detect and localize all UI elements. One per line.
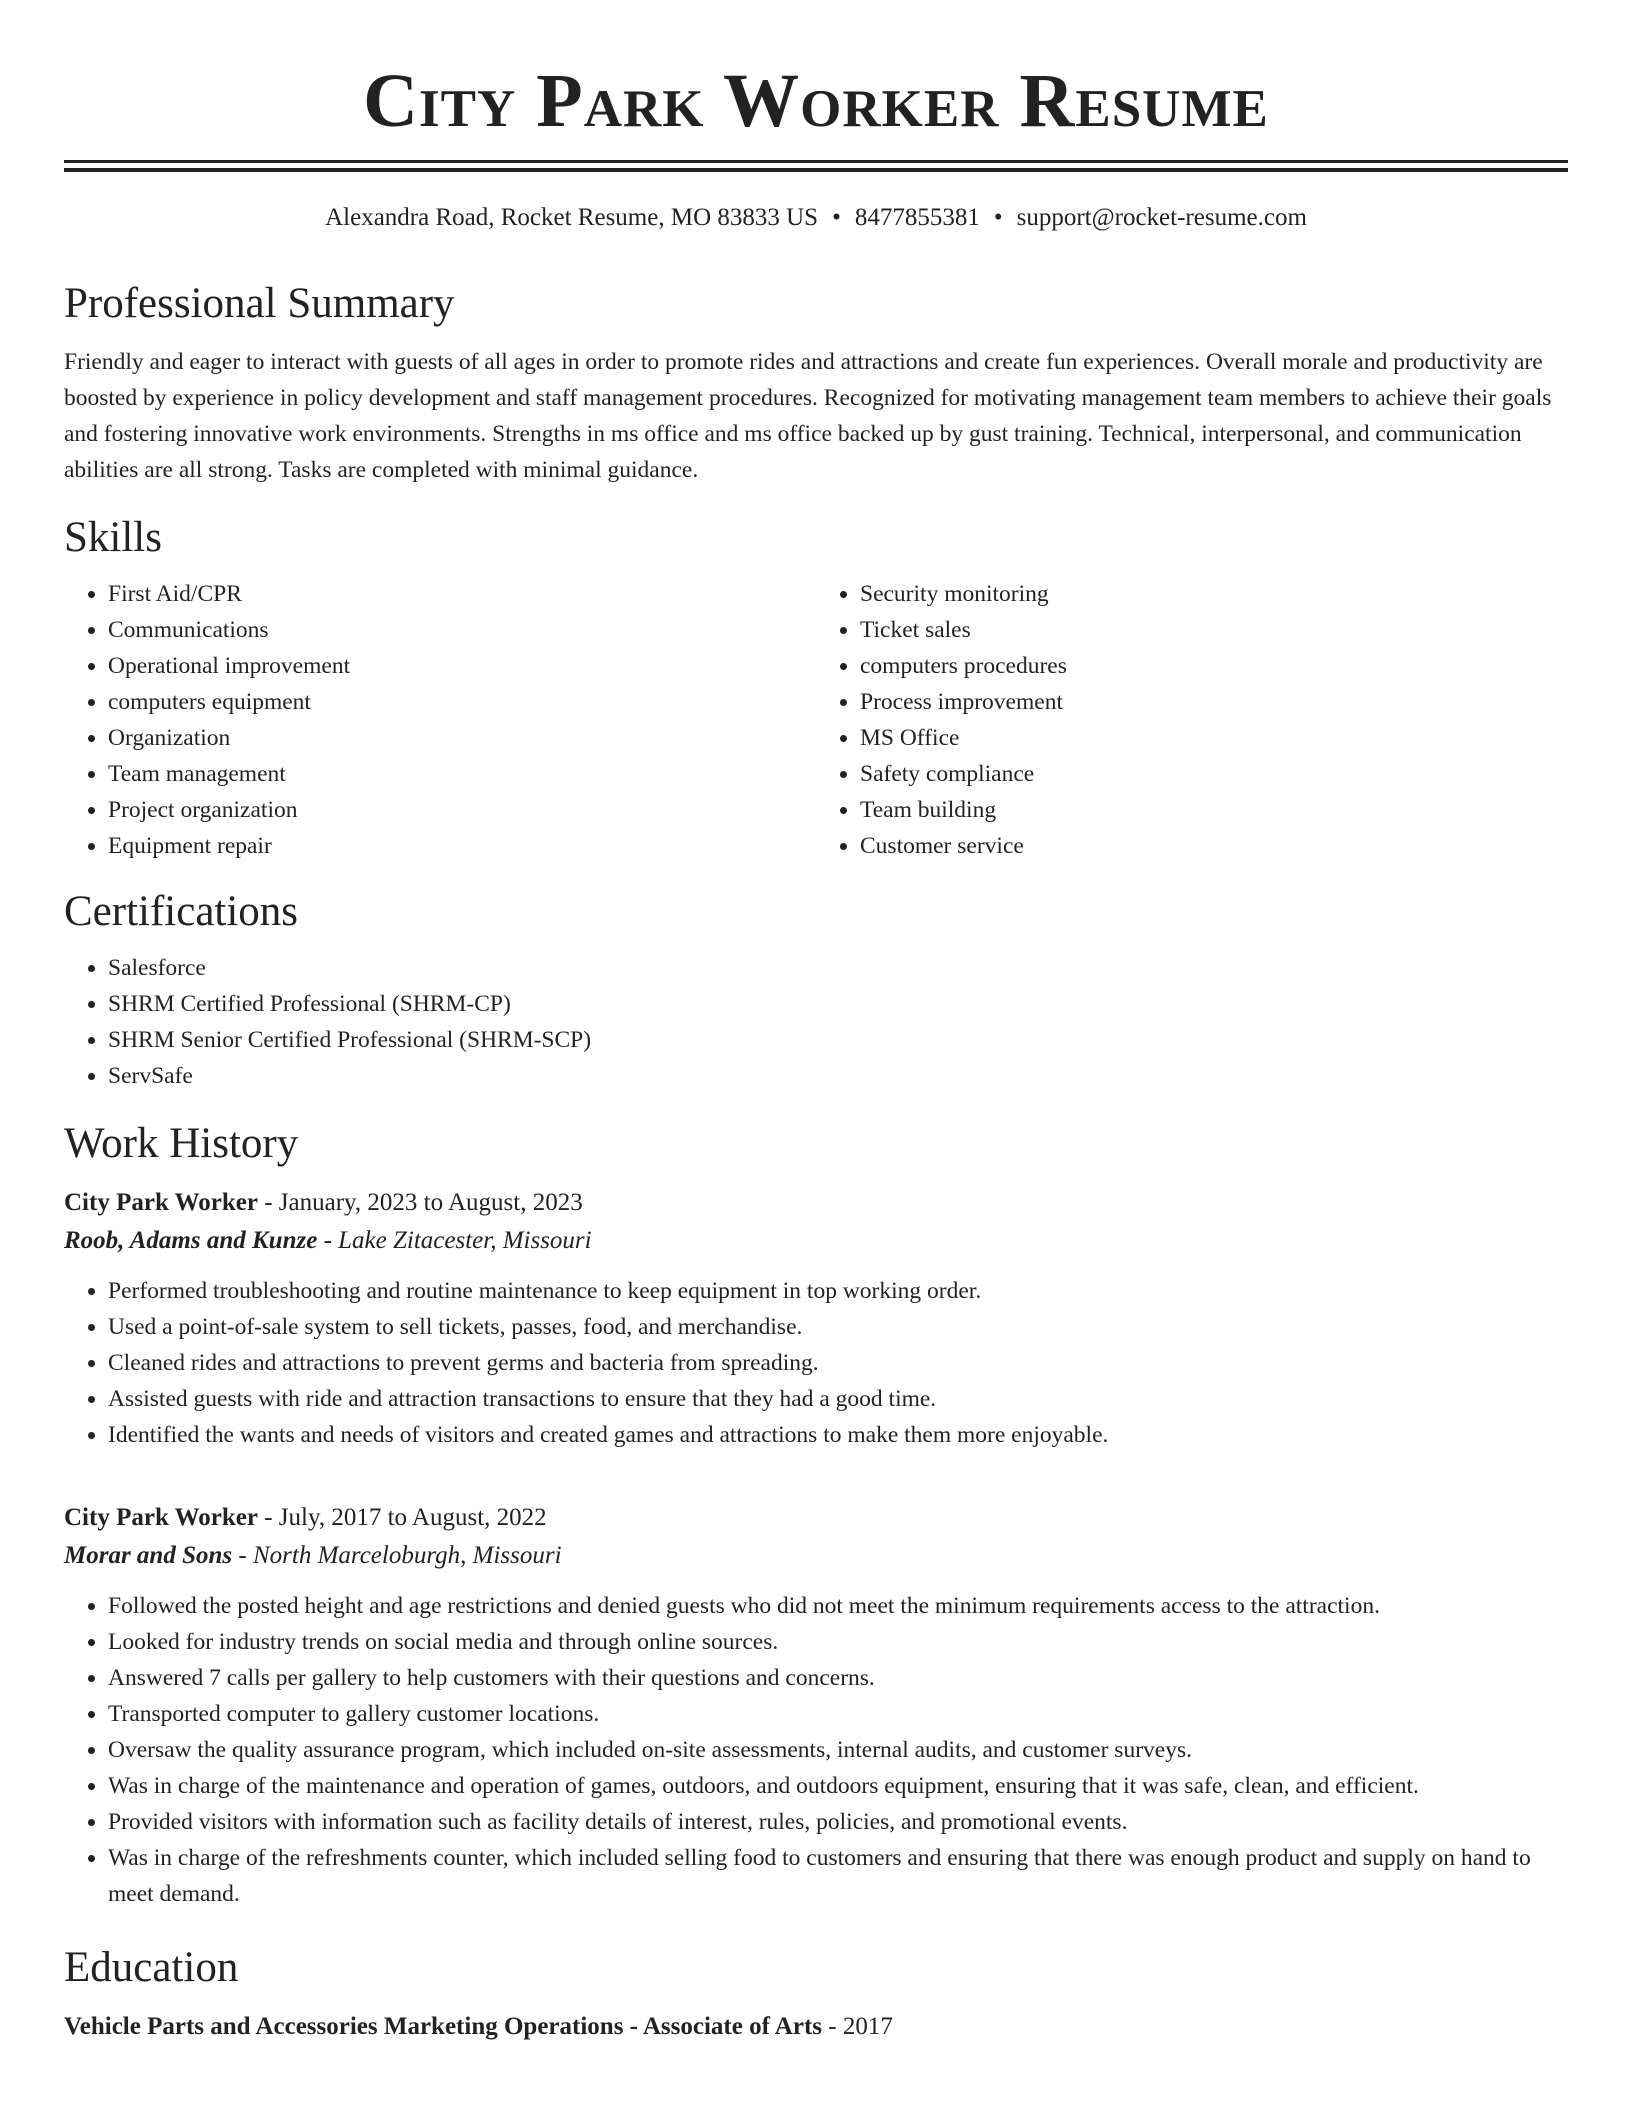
skill-item: • Operational improvement [108,648,816,684]
job-header [64,1499,1568,1537]
skill-item: • Process improvement [860,684,1568,720]
education-degree: Vehicle Parts and Accessories Marketing Operations - Associate of Arts [64,2013,822,2040]
skill-item: • computers procedures [860,648,1568,684]
education-year: - 2017 [822,2013,893,2040]
job-bullet: • Was in charge of the refreshments counter, which included selling food to customers and ensuring that there was enough product and supply on hand to meet demand. [108,1840,1568,1912]
skill-item: • Customer service [860,828,1568,864]
title-divider-top [64,160,1568,163]
skill-item: • Equipment repair [108,828,816,864]
job-entry [64,1499,1568,1912]
certification-item: • SHRM Certified Professional (SHRM-CP) [108,986,1568,1022]
certifications-list [64,950,1568,1094]
job-header [64,1184,1568,1222]
contact-separator: • [832,204,841,231]
job-bullet: • Performed troubleshooting and routine maintenance to keep equipment in top working order. [108,1273,1568,1309]
skills-list-left [64,576,816,864]
skill-item: • MS Office [860,720,1568,756]
certification-item: • Salesforce [108,950,1568,986]
job-bullet: • Cleaned rides and attractions to prevent germs and bacteria from spreading. [108,1345,1568,1381]
skill-item: • Organization [108,720,816,756]
skill-item: • Team building [860,792,1568,828]
page-title: City Park Worker Resume [363,59,1269,143]
skill-item: • computers equipment [108,684,816,720]
job-bullet: • Followed the posted height and age restrictions and denied guests who did not meet the minimum requirements access to the attraction. [108,1588,1568,1624]
job-employer [64,1222,1568,1260]
education-section [64,1942,1568,2046]
skill-item: • Security monitoring [860,576,1568,612]
contact-separator: • [993,204,1003,231]
job-entry [64,1184,1568,1453]
job-dates: - January, 2023 to August, 2023 [257,1189,583,1216]
job-company: Roob, Adams and Kunze [64,1227,318,1254]
skill-item: • Communications [108,612,816,648]
job-company: Morar and Sons [64,1542,233,1569]
job-bullet: • Assisted guests with ride and attraction transactions to ensure that they had a good time. [108,1381,1568,1417]
contact-email: support@rocket-resume.com [1016,204,1307,231]
contact-address: Alexandra Road, Rocket Resume, MO 83833 US [325,204,819,231]
skill-item: • First Aid/CPR [108,576,816,612]
summary-text: Friendly and eager to interact with guests of all ages in order to promote rides and attractions and create fun experiences. Overall morale and productivity are boosted by experience in policy development and staff management procedures. Recognized for motivating management team members to achieve their goals and fostering innovative work environments. Strengths in ms office and ms office backed up by gust training. Technical, interpersonal, and communication abilities are all strong. Tasks are completed with minimal guidance. [64,349,1552,483]
summary-heading: Professional Summary [64,280,455,327]
contact-line [64,202,1568,234]
work-history-section [64,1118,1568,1912]
job-employer [64,1537,1568,1575]
skill-item: • Safety compliance [860,756,1568,792]
skills-list-right [816,576,1568,864]
title-divider-bottom [64,168,1568,172]
skill-item: • Team management [108,756,816,792]
certifications-section [64,886,1568,1094]
certification-item: • SHRM Senior Certified Professional (SHRM-SCP) [108,1022,1568,1058]
skills-columns [64,576,1568,864]
education-heading: Education [64,1944,239,1991]
job-bullet: • Answered 7 calls per gallery to help customers with their questions and concerns. [108,1660,1568,1696]
certifications-heading: Certifications [64,888,299,935]
job-bullet: • Was in charge of the maintenance and operation of games, outdoors, and outdoors equipment, ensuring that it was safe, clean, and efficient. [108,1768,1568,1804]
job-bullet: • Transported computer to gallery customer locations. [108,1696,1568,1732]
job-location: - Lake Zitacester, Missouri [317,1227,592,1254]
skill-item: • Project organization [108,792,816,828]
work-history-heading: Work History [64,1120,299,1167]
skills-heading: Skills [64,514,162,561]
job-bullet: • Provided visitors with information such as facility details of interest, rules, policies, and promotional events. [108,1804,1568,1840]
education-entry [64,2008,1568,2046]
job-bullet: • Oversaw the quality assurance program, which included on-site assessments, internal audits, and customer surveys. [108,1732,1568,1768]
job-title: City Park Worker [64,1504,258,1531]
job-bullet: • Used a point-of-sale system to sell tickets, passes, food, and merchandise. [108,1309,1568,1345]
certification-item: • ServSafe [108,1058,1568,1094]
job-title: City Park Worker [64,1189,258,1216]
job-bullet: • Identified the wants and needs of visitors and created games and attractions to make them more enjoyable. [108,1417,1568,1453]
summary-section [64,278,1568,488]
skills-section [64,512,1568,864]
job-dates: - July, 2017 to August, 2022 [257,1504,547,1531]
contact-phone: 8477855381 [854,204,980,231]
job-location: - North Marceloburgh, Missouri [232,1542,562,1569]
job-bullets [64,1273,1568,1453]
job-bullets [64,1588,1568,1912]
job-bullet: • Looked for industry trends on social media and through online sources. [108,1624,1568,1660]
skill-item: • Ticket sales [860,612,1568,648]
